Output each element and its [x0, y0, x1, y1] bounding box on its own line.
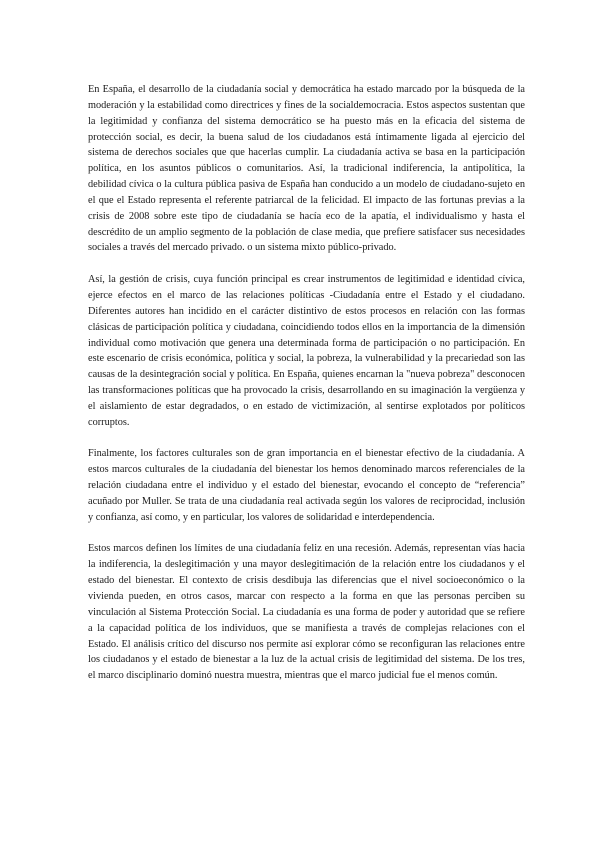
paragraph-2: Así, la gestión de crisis, cuya función principal es crear instrumentos de legitimidad e identidad cívica, ejerce efectos en el marco de las relaciones políticas -Ciudadanía entre el Estado y el ciudadano. Diferentes autores han incidido en el carácter distintivo de estos procesos en relación con las formas clásicas de participación política y ciudadana, coincidiendo todos ellos en la importancia de la dimensión individual como motivación que genera una determinada forma de participación o no participación. En este escenario de crisis económica, política y social, la pobreza, la vulnerabilidad y la precariedad son las causas de la desintegración social y política. En España, quienes encarnan la "nueva pobreza" desconocen las transformaciones políticas que ha provocado la crisis, desarrollando en su imaginación la vergüenza y el aislamiento de estar degradados, o en estado de victimización, al sentirse explotados por políticos corruptos. — [88, 274, 525, 428]
paragraph-3: Finalmente, los factores culturales son de gran importancia en el bienestar efectivo de la ciudadanía. A estos marcos culturales de la ciudadanía del bienestar los hemos denominado marcos referenciales de la relación ciudadana entre el individuo y el estado del bienestar, evocando el concepto de “referencia” acuñado por Muller. Se trata de una ciudadanía real activada según los valores de reciprocidad, inclusión y confianza, así como, y en particular, los valores de solidaridad e interdependencia. — [88, 448, 525, 523]
document-page — [88, 82, 525, 700]
paragraph-1: En España, el desarrollo de la ciudadanía social y democrática ha estado marcado por la búsqueda de la moderación y la estabilidad como directrices y fines de la socialdemocracia. Estos aspectos sustentan que la legitimidad y confianza del sistema democrático se ha puesto más en la eficacia del sistema de protección social, es decir, la buena salud de los ciudadanos está íntimamente ligada al ejercicio del sistema de derechos sociales que que hacerlas cumplir. La ciudadanía activa se basa en la participación política, en los asuntos públicos o comunitarios. Así, la tradicional indiferencia, la antipolítica, la debilidad cívica o la cultura pública pasiva de España han conducido a un modelo de ciudadano-sujeto en el que el Estado representa el referente patriarcal de la felicidad. El impacto de las fortunas previas a la crisis de 2008 sobre este tipo de ciudadanía se hacía eco de la apatía, el individualismo y hasta el descrédito de un amplio segmento de la población de clase media, que prefiere satisfacer sus necesidades sociales a través del mercado privado. o un sistema mixto público-privado. — [88, 84, 525, 254]
paragraph-4: Estos marcos definen los límites de una ciudadanía feliz en una recesión. Además, representan vías hacia la indiferencia, la deslegitimación y una mayor deslegitimación de la relación entre los ciudadanos y el estado del bienestar. El contexto de crisis desdibuja las diferencias que el nivel socioeconómico o la vivienda pueden, en otros casos, marcar con respecto a la forma en que las personas perciben su vinculación al Sistema Protección Social. La ciudadanía es una forma de poder y autoridad que se refiere a la capacidad política de los individuos, que se manifiesta a través de complejas relaciones con el Estado. El análisis crítico del discurso nos permite así explorar cómo se reconfiguran las relaciones entre los ciudadanos y el estado de bienestar a la luz de la actual crisis de legitimidad del sistema. De los tres, el marco disciplinario dominó nuestra muestra, mientras que el marco judicial fue el menos común. — [88, 543, 525, 682]
